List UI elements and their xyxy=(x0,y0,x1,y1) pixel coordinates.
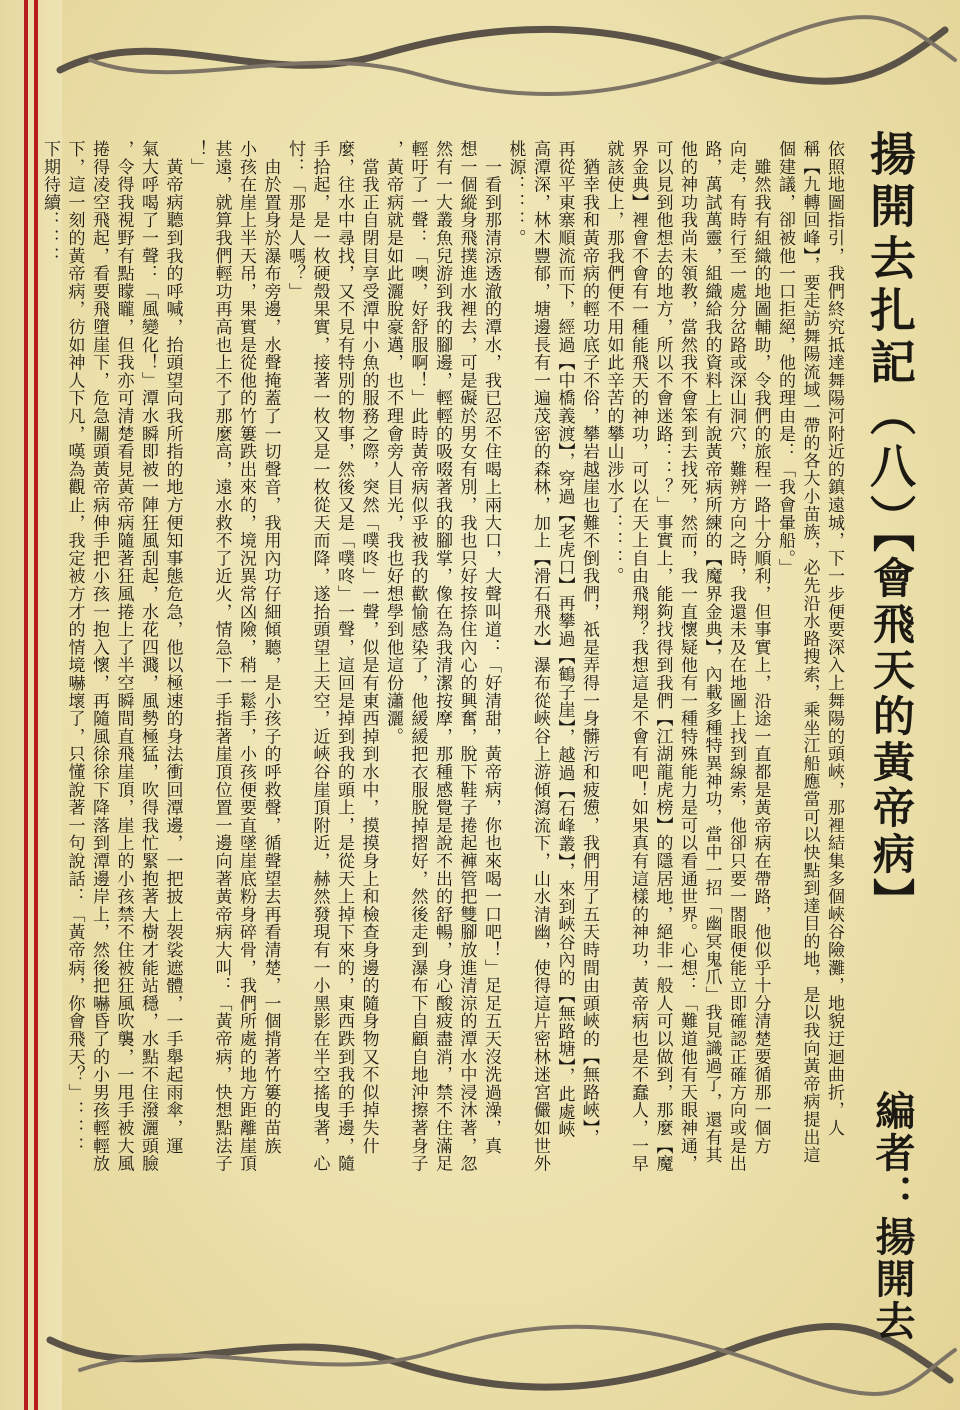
text-column: 氣大呼喝了一聲：「風變化！」潭水瞬即被一陣狂風刮起，水花四濺，風勢極猛，吹得我忙緊抱著大樹才能站穩，水點不住潑灑頭臉 xyxy=(138,140,158,1173)
text-column: 然有一大叢魚兒游到我的腳邊，輕輕的吸啜著我的腳掌，像在為我清潔按摩，那種感覺是說不出的舒暢，身心酸疲盡消，禁不住滿足 xyxy=(432,140,452,1173)
text-column: 忖：「那是人嗎？」 xyxy=(285,140,305,301)
text-column: ，令得我視野有點矇矓，但我亦可清楚看見黃帝病隨著狂風捲上了半空瞬間直飛崖頂，崖上的小孩禁不住被狂風吹襲，一甩手被大風 xyxy=(113,140,134,1173)
text-column: 小孩在崖上半天吊，果實是從他的竹簍跌出來的，境況異常凶險，稍一鬆手，小孩便要直墜崖底粉身碎骨，我們所處的地方距離崖頂 xyxy=(236,140,256,1173)
text-column: 猶幸我和黃帝病的輕功底子不俗，攀岩越崖也難不倒我們，祇是弄得一身髒污和疲憊，我們用了五天時間由頭峽的【無路峽】， xyxy=(579,140,599,1147)
margin-red-line xyxy=(34,0,38,1410)
text-column: 界金典】裡會不會有一種能飛天的神功，可以在天上自由飛翔？我想這是不會有吧！如果真有這樣的神功，黃帝病也是不蠢人，一早 xyxy=(628,140,648,1173)
text-column: 輕吁了一聲：「噢，好舒服啊！」此時黃帝病似乎被我的歡愉感染了，他緩緩把衣服脫掉摺好，然後走到瀑布下自顧自地沖擦著身子 xyxy=(407,140,428,1173)
text-column: 桃源：：：。 xyxy=(505,140,526,247)
text-column: 當我正自閉目享受潭中小魚的服務之際，突然「噗咚」一聲，似是有東西掉到水中，摸摸身上和檢查身邊的隨身物又不似掉失什 xyxy=(358,140,379,1155)
text-column: 手拾起，是一枚硬殼果實，接著一枚又是一枚從天而降，遂抬頭望上天空，近峽谷崖頂附近，赫然發現有一小黑影在半空搖曳著，心 xyxy=(309,140,330,1173)
text-column: 可以見到他想去的地方，所以不會迷路：：？」事實上，能夠找得到我們【江湖龍虎榜】的隱居地，絕非一般人可以做到，那麼【魔 xyxy=(652,140,673,1173)
text-column: 捲得凌空飛起，看要飛墮崖下，危急關頭黃帝病伸手把小孩一抱入懷，再隨風徐徐下降落到潭邊岸上，然後把嚇昏了的小男孩輕輕放 xyxy=(89,140,109,1173)
scroll-ornament-top xyxy=(0,0,960,110)
text-column: 由於置身於瀑布旁邊，水聲掩蓋了一切聲音，我用內功仔細傾聽，是小孩子的呼救聲，循聲望去再看清楚，一個揹著竹簍的苗族 xyxy=(260,140,281,1155)
text-column: 甚遠，就算我們輕功再高也上不了那麼高，遠水救不了近火，情急下一手指著崖頂位置一邊向著黃帝病大叫：「黃帝病，快想點法子 xyxy=(211,140,232,1173)
article-subtitle: 【會飛天的黃帝病】 xyxy=(867,510,916,924)
text-column: 下期待續：：： xyxy=(40,140,60,265)
text-column: 一看到那清涼透澈的潭水，我已忍不住喝上兩大口，大聲叫道：「好清甜，黃帝病，你也來喝一口吧！」足足五天沒洗過澡，真 xyxy=(481,140,501,1155)
text-column: 再從平東寨順流而下，經過【中橋義渡】，穿過【老虎口】再攀過【鶴子崖】，越過【石峰叢】，來到峽谷內的【無路塘】，此處峽 xyxy=(554,140,575,1139)
author-line: 編者：揚開去 xyxy=(869,1090,916,1342)
text-column: 麼，往水中尋找，又不見有特別的物事，然後又是「噗咚」一聲，這回是掉到我的頭上，是從天上掉下來的，東西跌到我的手邊，隨 xyxy=(334,140,354,1173)
page-title: 揚開去扎記（八） xyxy=(863,130,917,546)
margin-red-line xyxy=(24,0,28,1410)
text-column: 路，萬試萬靈，組織給我的資料上有說黃帝病所練的【魔界金典】，內載多種特異神功，當中一招「幽冥鬼爪」我見識過了，還有其 xyxy=(701,140,722,1164)
text-column: 雖然我有組織的地圖輔助，令我們的旅程一路十分順利，但事實上，沿途一直都是黃帝病在帶路，他似乎十分清楚要循那一個方 xyxy=(750,140,771,1155)
text-column: 他的神功我尚未領教，當然我不會笨到去找死，然而，我一直懷疑他有一種特殊能力是可以看通世界。心想：「難道他有天眼神通， xyxy=(677,140,697,1173)
text-column: 下，這一刻的黃帝病，彷如神人下凡，嘆為觀止，我定被方才的情境嚇壞了，只懂說著一句說話：「黃帝病，你會飛天？」：：： xyxy=(64,140,85,1155)
text-column: 想一個縱身飛撲進水裡去，可是礙於男女有別，我也只好按捺住內心的興奮，脫下鞋子捲起褲管把雙腳放進清涼的潭水中浸沐著，忽 xyxy=(456,140,477,1173)
text-column: 依照地圖指引，我們終究抵達舞陽河附近的鎮遠城，下一步便要深入上舞陽的頭峽，那裡結集多個峽谷險灘，地貌迂迴曲折，人 xyxy=(824,140,844,1137)
scroll-ornament-bottom xyxy=(0,1300,960,1410)
text-column: ！」 xyxy=(187,140,207,176)
text-column: 稱【九轉回峰】，要走訪舞陽流域一帶的各大小苗族，必先沿水路搜索，乘坐江船應當可以快點到達目的地，是以我向黃帝病提出這 xyxy=(799,140,820,1164)
text-column: 就該使上，那我們便不用如此辛苦的攀山涉水了：：：。 xyxy=(603,140,624,585)
text-column: 黃帝病聽到我的呼喊，抬頭望向我所指的地方便知事態危急，他以極速的身法衝回潭邊，一把披上袈裟遮體，一手舉起雨傘，運 xyxy=(162,140,183,1155)
text-column: 向走，有時行至一處分岔路或深山洞穴，難辨方向之時，我還未及在地圖上找到線索，他卻只要一閤眼便能立即確認正確方向或是出 xyxy=(726,140,746,1173)
text-column: 高潭深，林木豐郁，塘邊長有一遍茂密的森林，加上【滑石飛水】瀑布從峽谷上游傾瀉流下，山水清幽，使得這片密林迷宮儼如世外 xyxy=(530,140,550,1173)
text-column: ，黃帝病就是如此灑脫豪邁，也不理會旁人目光，我也好想學到他這份瀟灑。 xyxy=(383,140,403,746)
text-column: 個建議，卻被他一口拒絕，他的理由是：「我會暈船。」 xyxy=(775,140,795,577)
